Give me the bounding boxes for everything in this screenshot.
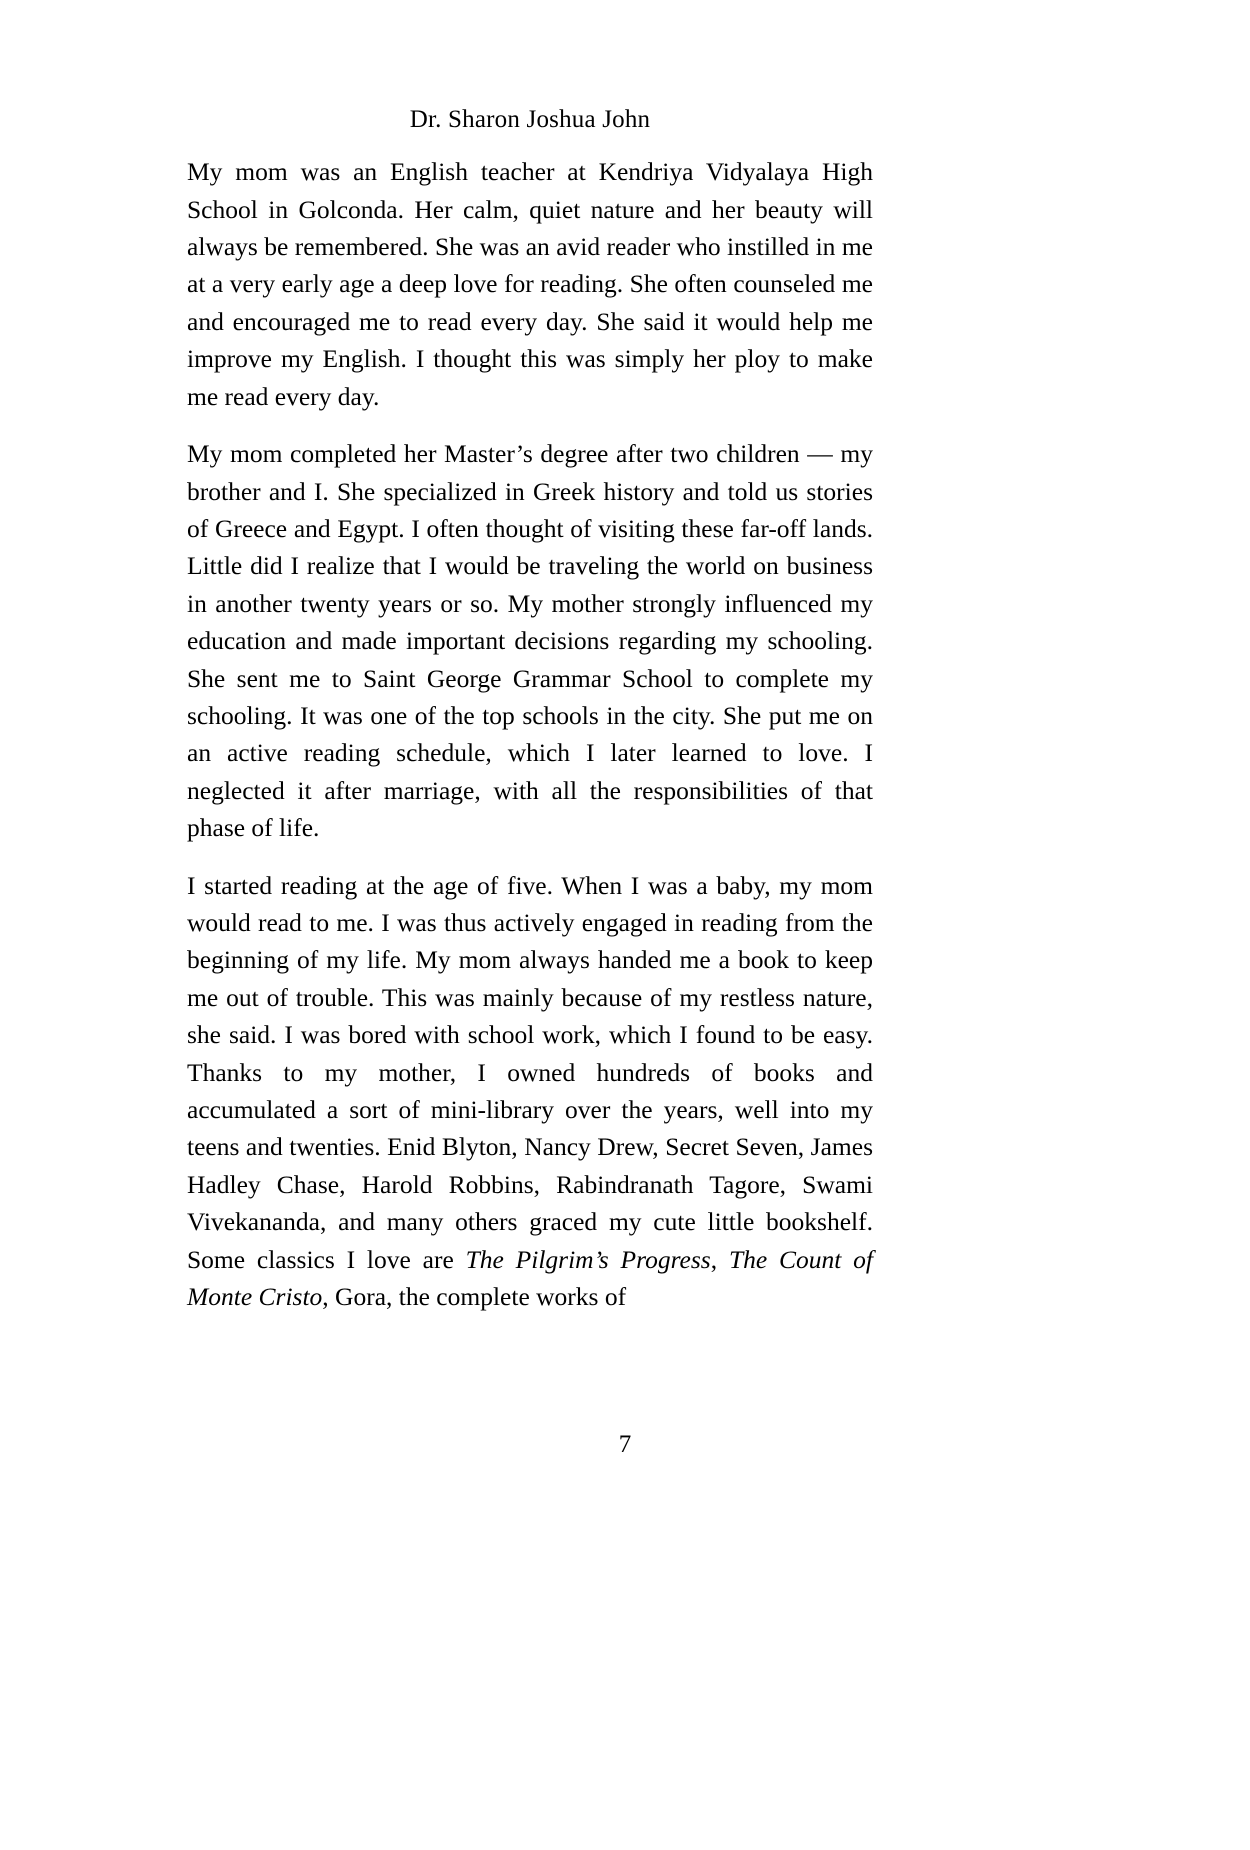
page-text-block xyxy=(187,104,873,1315)
body-paragraph-2: My mom completed her Master’s degree after two children — my brother and I. She specialized in Greek history and told us stories of Greece and Egypt. I often thought of visiting these far-off lands. Little did I realize that I would be traveling the world on business in another twenty years or so. My mother strongly influenced my education and made important decisions regarding my schooling. She sent me to Saint George Grammar School to complete my schooling. It was one of the top schools in the city. She put me on an active reading schedule, which I later learned to love. I neglected it after marriage, with all the responsibilities of that phase of life. xyxy=(187,439,873,843)
page-number: 7 xyxy=(618,1431,632,1458)
paragraph-3-segment-plain-1: I started reading at the age of five. When I was a baby, my mom would read to me. I was thus actively engaged in reading from the beginning of my life. My mom always handed me a book to keep me out of trouble. This was mainly because of my restless nature, she said. I was bored with school work, which I found to be easy. Thanks to my mother, I owned hundreds of books and accumulated a sort of mini-library over the years, well into my teens and twenties. Enid Blyton, Nancy Drew, Secret Seven, James Hadley Chase, Harold Robbins, Rabindranath Tagore, Swami Vivekananda, and many others graced my cute little bookshelf. Some classics I love are xyxy=(187,870,873,1274)
paragraph-3-segment-plain-2: , xyxy=(710,1244,729,1274)
body-paragraph-3 xyxy=(187,867,873,1316)
body-paragraph-1: My mom was an English teacher at Kendriya Vidyalaya High School in Golconda. Her calm, quiet nature and her beauty will always be remembered. She was an avid reader who instilled in me at a very early age a deep love for reading. She often counseled me and encouraged me to read every day. She said it would help me improve my English. I thought this was simply her ploy to make me read every day. xyxy=(187,157,873,411)
book-title-pilgrims-progress: The Pilgrim’s Progress xyxy=(465,1244,711,1274)
paragraph-3-segment-plain-3: , Gora, the complete works of xyxy=(322,1282,627,1312)
running-head: Dr. Sharon Joshua John xyxy=(409,106,651,133)
book-title-count-of-monte-cristo: The Count of Monte Cristo xyxy=(187,1244,873,1312)
